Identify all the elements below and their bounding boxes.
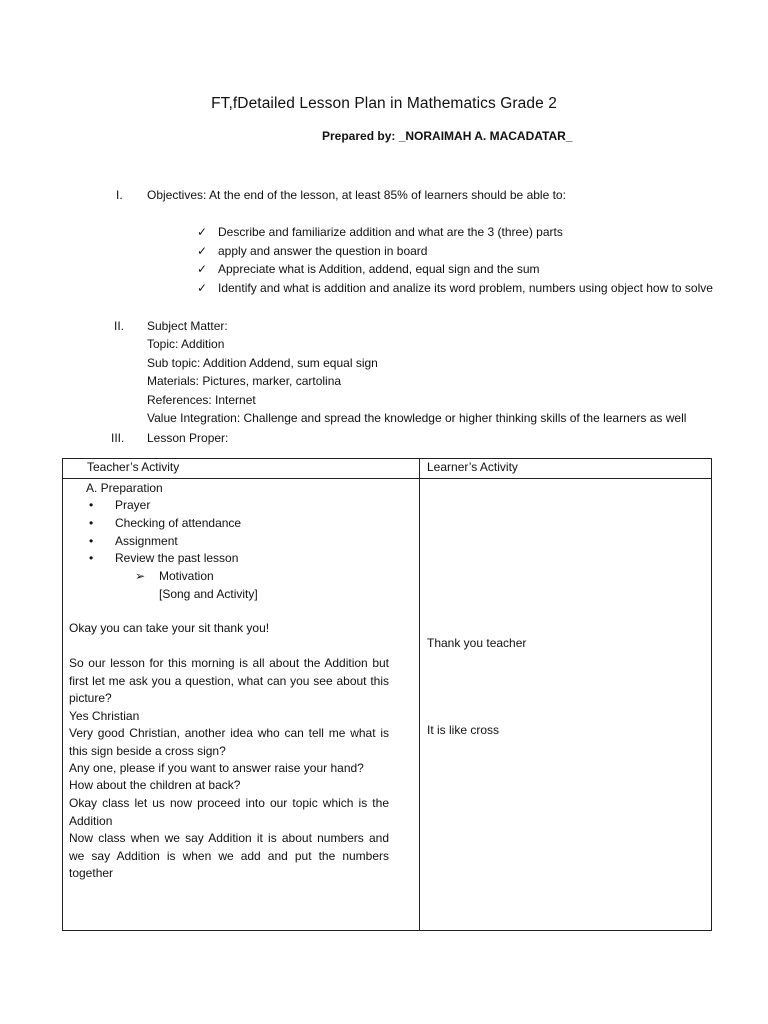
dialogue-line: Okay class let us now proceed into our topic which is the Addition	[69, 796, 389, 828]
table-header-row	[63, 459, 712, 479]
activity-table	[62, 458, 712, 931]
learner-activity-cell	[420, 479, 712, 931]
bullet-icon: •	[89, 498, 94, 512]
subject-matter-lines	[147, 335, 686, 428]
motivation-text: Motivation	[159, 569, 214, 583]
dialogue-line: Yes Christian	[69, 709, 140, 723]
subject-matter-number: II.	[114, 319, 125, 333]
objective-item	[197, 223, 727, 242]
page-title: FT,fDetailed Lesson Plan in Mathematics Grade 2	[211, 95, 557, 112]
objective-item	[197, 260, 727, 279]
learner-activity-header: Learner’s Activity	[420, 459, 712, 479]
objectives-checklist	[197, 223, 727, 297]
references-line: References: Internet	[147, 392, 256, 407]
bullet-text: Assignment	[115, 534, 178, 548]
lesson-proper-heading: Lesson Proper:	[147, 431, 229, 445]
learner-response: Thank you teacher	[427, 636, 527, 650]
objectives-text: Objectives: At the end of the lesson, at least 85% of learners should be able to:	[147, 188, 566, 202]
bullet-icon: •	[89, 551, 94, 565]
objective-text: Appreciate what is Addition, addend, equal sign and the sum	[218, 262, 540, 276]
teacher-activity-header: Teacher’s Activity	[63, 459, 420, 479]
bullet-text: Checking of attendance	[115, 516, 242, 530]
prepared-by: Prepared by: _NORAIMAH A. MACADATAR_	[322, 129, 573, 143]
objective-item	[197, 279, 727, 298]
bullet-icon: •	[89, 534, 94, 548]
bullet-text: Prayer	[115, 498, 151, 512]
topic-line: Topic: Addition	[147, 337, 225, 351]
check-icon: ✓	[197, 280, 208, 295]
objectives-number: I.	[116, 188, 123, 202]
subtopic-line: Sub topic: Addition Addend, sum equal sign	[147, 355, 378, 370]
check-icon: ✓	[197, 225, 208, 239]
bullet-text: Review the past lesson	[115, 551, 239, 565]
check-icon: ✓	[197, 262, 208, 276]
song-activity-text: [Song and Activity]	[159, 587, 258, 601]
dialogue-line: So our lesson for this morning is all about the Addition but first let me ask you a question, what can you see about this picture?	[69, 656, 389, 705]
dialogue-line: Very good Christian, another idea who can tell me what is this sign beside a cross sign?	[69, 726, 389, 758]
dialogue-line: Now class when we say Addition it is about numbers and we say Addition is when we add and put the numbers together	[69, 831, 389, 880]
objective-item	[197, 242, 727, 261]
arrow-bullet-icon: ➢	[135, 569, 146, 583]
learner-response: It is like cross	[427, 723, 500, 737]
table-row	[63, 479, 712, 931]
dialogue-line: Any one, please if you want to answer raise your hand?	[69, 761, 364, 775]
bullet-icon: •	[89, 516, 94, 530]
materials-line: Materials: Pictures, marker, cartolina	[147, 374, 342, 388]
dialogue-line: Okay you can take your sit thank you!	[69, 621, 270, 635]
objective-text: apply and answer the question in board	[218, 243, 428, 258]
dialogue-line: How about the children at back?	[69, 778, 241, 792]
lesson-proper-number: III.	[111, 431, 125, 445]
check-icon: ✓	[197, 243, 208, 258]
objective-text: Identify and what is addition and analize its word problem, numbers using object how to solve	[218, 280, 713, 295]
teacher-activity-cell	[63, 479, 420, 931]
subject-matter-heading: Subject Matter:	[147, 319, 228, 333]
value-integration-line: Value Integration: Challenge and spread the knowledge or higher thinking skills of the learners as well	[147, 411, 687, 425]
objective-text: Describe and familiarize addition and what are the 3 (three) parts	[218, 225, 563, 239]
preparation-heading: A. Preparation	[86, 481, 163, 495]
